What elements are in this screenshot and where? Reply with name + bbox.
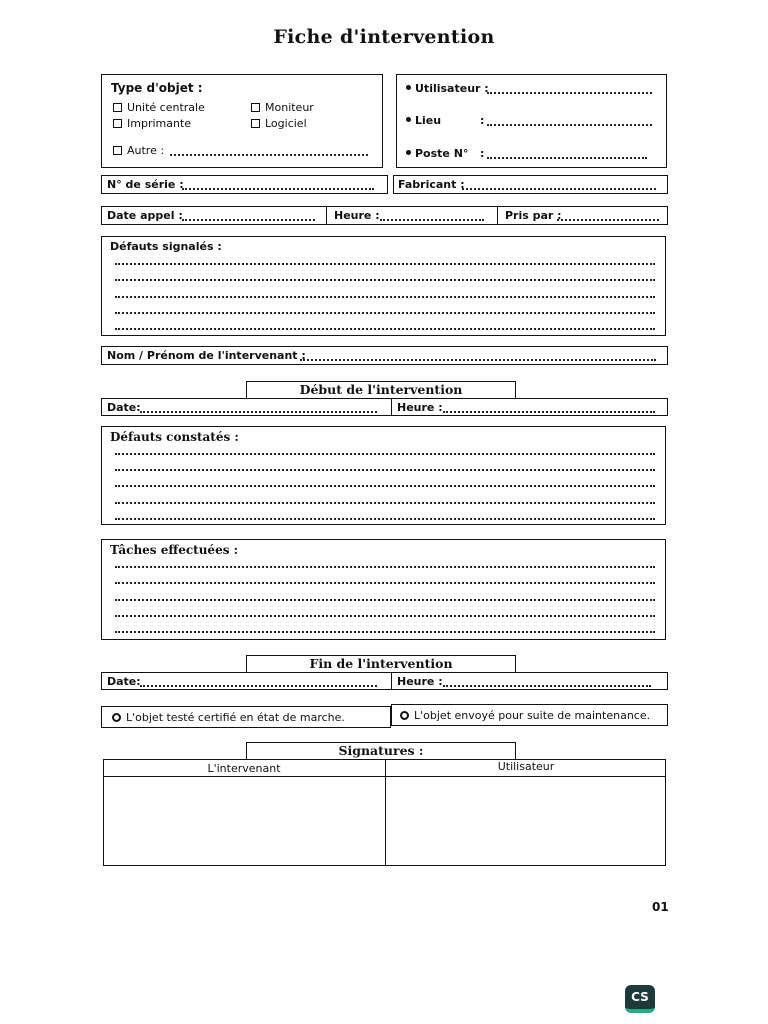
object-type-label: Type d'objet :: [111, 81, 203, 95]
checkbox-icon: [113, 146, 122, 155]
tasks-line-1[interactable]: [115, 566, 655, 568]
tasks-line-3[interactable]: [115, 599, 655, 601]
place-field[interactable]: Lieu: [406, 114, 441, 127]
maker-dots: [462, 188, 656, 190]
page-number: 01: [652, 900, 669, 914]
reported-line-1[interactable]: [115, 263, 655, 265]
checkbox-icon: [113, 103, 122, 112]
signature-col-user: Utilisateur: [497, 760, 555, 773]
outcome-ok-radio[interactable]: L'objet testé certifié en état de marche.: [112, 711, 345, 724]
radio-icon: [400, 711, 409, 720]
place-colon: :: [480, 114, 485, 127]
tasks-line-5[interactable]: [115, 631, 655, 633]
option-unite-centrale[interactable]: Unité centrale: [113, 101, 205, 114]
end-date-dots: [140, 685, 377, 687]
place-dots: [487, 124, 652, 126]
call-date-label: Date appel :: [107, 209, 183, 222]
noted-line-2[interactable]: [115, 469, 655, 471]
call-hour-label: Heure :: [334, 209, 380, 222]
checkbox-icon: [251, 119, 260, 128]
start-date-dots: [140, 411, 377, 413]
noted-line-5[interactable]: [115, 518, 655, 520]
post-colon: :: [480, 147, 485, 160]
end-hour-label: Heure :: [397, 675, 443, 688]
tasks-line-2[interactable]: [115, 582, 655, 584]
user-field[interactable]: Utilisateur :: [406, 82, 489, 95]
signature-area-technician[interactable]: [105, 778, 383, 864]
start-row: [101, 398, 668, 416]
noted-line-3[interactable]: [115, 485, 655, 487]
checkbox-icon: [113, 119, 122, 128]
signatures-header: Signatures :: [246, 742, 516, 759]
radio-icon: [112, 713, 121, 722]
bullet-icon: [406, 85, 411, 90]
option-autre[interactable]: Autre :: [113, 144, 164, 157]
noted-defects-label: Défauts constatés :: [110, 430, 239, 444]
user-dots: [487, 92, 652, 94]
reported-line-4[interactable]: [115, 312, 655, 314]
call-row: [101, 206, 668, 225]
taken-by-label: Pris par :: [505, 209, 562, 222]
option-moniteur[interactable]: Moniteur: [251, 101, 314, 114]
post-dots: [487, 157, 647, 159]
start-hour-dots: [443, 411, 655, 413]
end-date-label: Date:: [107, 675, 141, 688]
noted-line-4[interactable]: [115, 502, 655, 504]
autre-dots: [170, 154, 368, 156]
post-field[interactable]: Poste N°: [406, 147, 468, 160]
outcome-maintenance-radio[interactable]: L'objet envoyé pour suite de maintenance.: [400, 709, 650, 722]
camscanner-badge: CS: [625, 985, 655, 1013]
reported-line-5[interactable]: [115, 328, 655, 330]
reported-line-3[interactable]: [115, 296, 655, 298]
bullet-icon: [406, 150, 411, 155]
start-divider: [391, 398, 392, 416]
call-divider-1: [326, 206, 327, 225]
maker-label: Fabricant :: [398, 178, 465, 191]
tasks-line-4[interactable]: [115, 615, 655, 617]
signature-col-technician: L'intervenant: [207, 762, 281, 775]
technician-label: Nom / Prénom de l'intervenant :: [107, 349, 306, 362]
end-header: Fin de l'intervention: [246, 655, 516, 672]
page-title: Fiche d'intervention: [273, 26, 495, 48]
call-hour-dots: [380, 219, 484, 221]
tasks-label: Tâches effectuées :: [110, 543, 239, 557]
technician-dots: [300, 359, 656, 361]
start-date-label: Date:: [107, 401, 141, 414]
serial-label: N° de série :: [107, 178, 184, 191]
end-row: [101, 672, 668, 690]
option-imprimante[interactable]: Imprimante: [113, 117, 191, 130]
end-hour-dots: [443, 685, 651, 687]
call-date-dots: [182, 219, 315, 221]
reported-line-2[interactable]: [115, 279, 655, 281]
start-hour-label: Heure :: [397, 401, 443, 414]
noted-line-1[interactable]: [115, 453, 655, 455]
checkbox-icon: [251, 103, 260, 112]
call-divider-2: [497, 206, 498, 225]
bullet-icon: [406, 117, 411, 122]
serial-dots: [182, 188, 374, 190]
end-divider: [391, 672, 392, 690]
signatures-divider: [385, 759, 386, 866]
reported-defects-label: Défauts signalés :: [110, 240, 222, 253]
taken-by-dots: [557, 219, 659, 221]
signature-area-user[interactable]: [387, 778, 664, 864]
option-logiciel[interactable]: Logiciel: [251, 117, 307, 130]
start-header: Début de l'intervention: [246, 381, 516, 398]
